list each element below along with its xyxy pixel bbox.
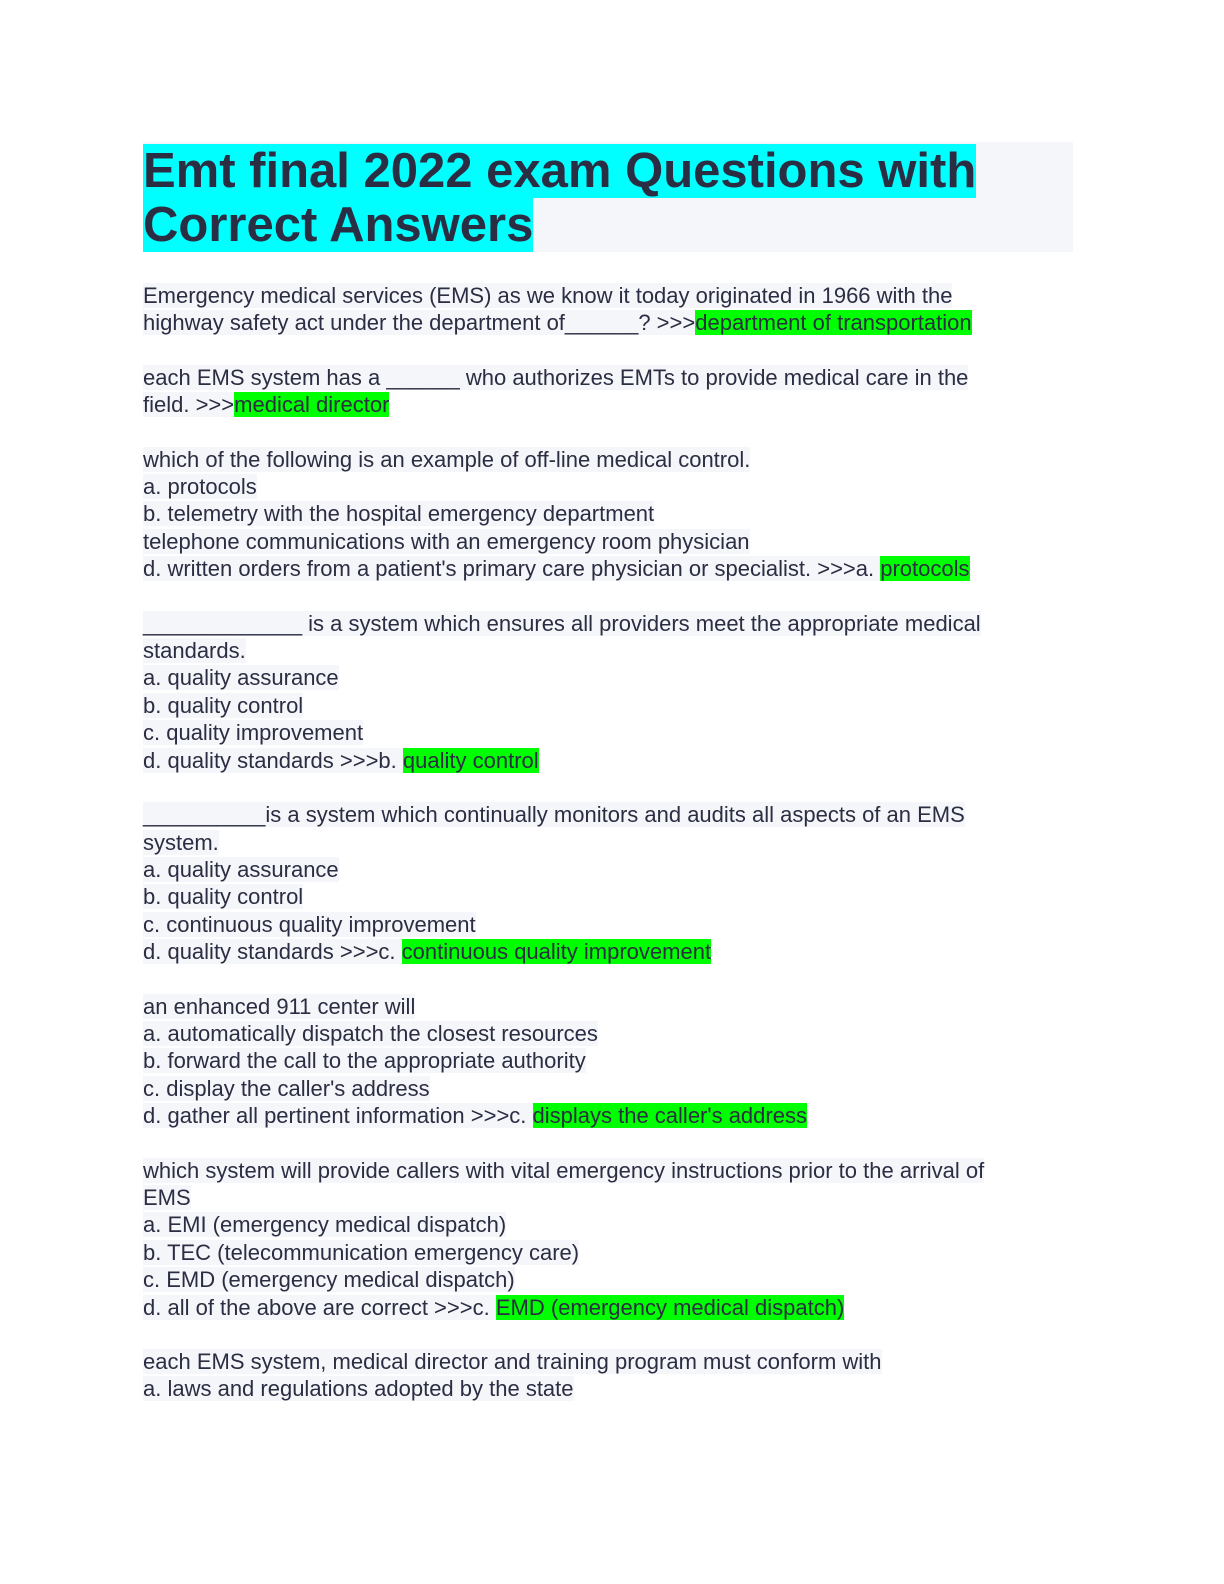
question-line — [143, 719, 1073, 746]
question-line — [143, 473, 1073, 500]
question-text: _____________ is a system which ensures all providers meet the appropriate medical — [143, 610, 981, 636]
answer-highlight: quality control — [402, 747, 539, 773]
question-list — [143, 282, 1073, 1403]
answer-highlight: medical director — [234, 392, 390, 418]
question-line — [143, 1102, 1073, 1129]
question-line — [143, 282, 1073, 309]
question-line — [143, 391, 1073, 418]
question-block — [143, 801, 1073, 965]
question-text: __________is a system which continually monitors and audits all aspects of an EMS — [143, 802, 965, 828]
question-line — [143, 1157, 1073, 1184]
question-text: an enhanced 911 center will — [143, 993, 416, 1019]
question-block — [143, 364, 1073, 419]
question-line — [143, 1239, 1073, 1266]
question-block — [143, 610, 1073, 774]
question-block — [143, 1157, 1073, 1321]
question-text: d. written orders from a patient's primary care physician or specialist. >>>a. — [143, 556, 881, 582]
question-line — [143, 883, 1073, 910]
question-text: each EMS system, medical director and training program must conform with — [143, 1349, 882, 1374]
question-text: b. forward the call to the appropriate authority — [143, 1048, 586, 1074]
question-block — [143, 1348, 1073, 1403]
question-text: a. laws and regulations adopted by the state — [143, 1376, 574, 1402]
question-line — [143, 1348, 1073, 1375]
title-line-2: Correct Answers — [143, 198, 534, 252]
question-line — [143, 1266, 1073, 1293]
question-line — [143, 993, 1073, 1020]
question-text: highway safety act under the department of______? >>> — [143, 310, 696, 336]
question-line — [143, 1047, 1073, 1074]
question-text: a. EMI (emergency medical dispatch) — [143, 1212, 507, 1238]
question-text: field. >>> — [143, 392, 235, 418]
question-text: each EMS system has a ______ who authorizes EMTs to provide medical care in the — [143, 364, 969, 390]
answer-highlight: displays the caller's address — [532, 1103, 807, 1129]
question-line — [143, 856, 1073, 883]
question-text: EMS — [143, 1184, 191, 1210]
question-text: c. display the caller's address — [143, 1075, 430, 1101]
question-text: b. telemetry with the hospital emergency department — [143, 501, 655, 527]
question-text: a. protocols — [143, 474, 257, 500]
question-text: d. gather all pertinent information >>>c. — [143, 1103, 533, 1129]
title-line-1: Emt final 2022 exam Questions with — [143, 144, 977, 198]
answer-highlight: protocols — [880, 556, 970, 582]
question-text: b. quality control — [143, 692, 304, 718]
question-line — [143, 1184, 1073, 1211]
question-block — [143, 993, 1073, 1130]
question-line — [143, 1020, 1073, 1047]
question-line — [143, 500, 1073, 527]
question-line — [143, 446, 1073, 473]
question-text: d. quality standards >>>c. — [143, 939, 402, 965]
question-text: which of the following is an example of off-line medical control. — [143, 446, 751, 472]
question-line — [143, 747, 1073, 774]
question-line — [143, 1075, 1073, 1102]
document-page — [143, 142, 1073, 1403]
question-line — [143, 692, 1073, 719]
question-line — [143, 938, 1073, 965]
answer-highlight: continuous quality improvement — [401, 939, 712, 965]
title-block — [143, 142, 1073, 252]
question-line — [143, 610, 1073, 637]
question-text: a. quality assurance — [143, 856, 339, 882]
answer-highlight: EMD (emergency medical dispatch) — [495, 1294, 845, 1320]
question-line — [143, 555, 1073, 582]
question-block — [143, 446, 1073, 583]
page-title — [143, 142, 1073, 252]
question-text: c. continuous quality improvement — [143, 911, 476, 937]
question-line — [143, 1375, 1073, 1402]
question-block — [143, 282, 1073, 337]
question-text: d. all of the above are correct >>>c. — [143, 1294, 496, 1320]
question-text: c. quality improvement — [143, 720, 364, 746]
question-text: telephone communications with an emergency room physician — [143, 528, 750, 554]
question-text: Emergency medical services (EMS) as we know it today originated in 1966 with the — [143, 283, 953, 308]
question-text: d. quality standards >>>b. — [143, 747, 403, 773]
question-line — [143, 1211, 1073, 1238]
question-text: which system will provide callers with vital emergency instructions prior to the arrival of — [143, 1157, 985, 1183]
question-text: b. TEC (telecommunication emergency care) — [143, 1239, 580, 1265]
answer-highlight: department of transportation — [695, 310, 972, 336]
question-line — [143, 829, 1073, 856]
question-line — [143, 664, 1073, 691]
question-line — [143, 1294, 1073, 1321]
question-line — [143, 801, 1073, 828]
question-line — [143, 528, 1073, 555]
question-line — [143, 309, 1073, 336]
question-text: a. quality assurance — [143, 665, 339, 691]
question-line — [143, 911, 1073, 938]
question-text: standards. — [143, 638, 246, 664]
question-text: system. — [143, 829, 219, 855]
question-text: b. quality control — [143, 884, 304, 910]
question-line — [143, 364, 1073, 391]
question-text: a. automatically dispatch the closest resources — [143, 1020, 598, 1046]
question-text: c. EMD (emergency medical dispatch) — [143, 1267, 515, 1293]
question-line — [143, 637, 1073, 664]
